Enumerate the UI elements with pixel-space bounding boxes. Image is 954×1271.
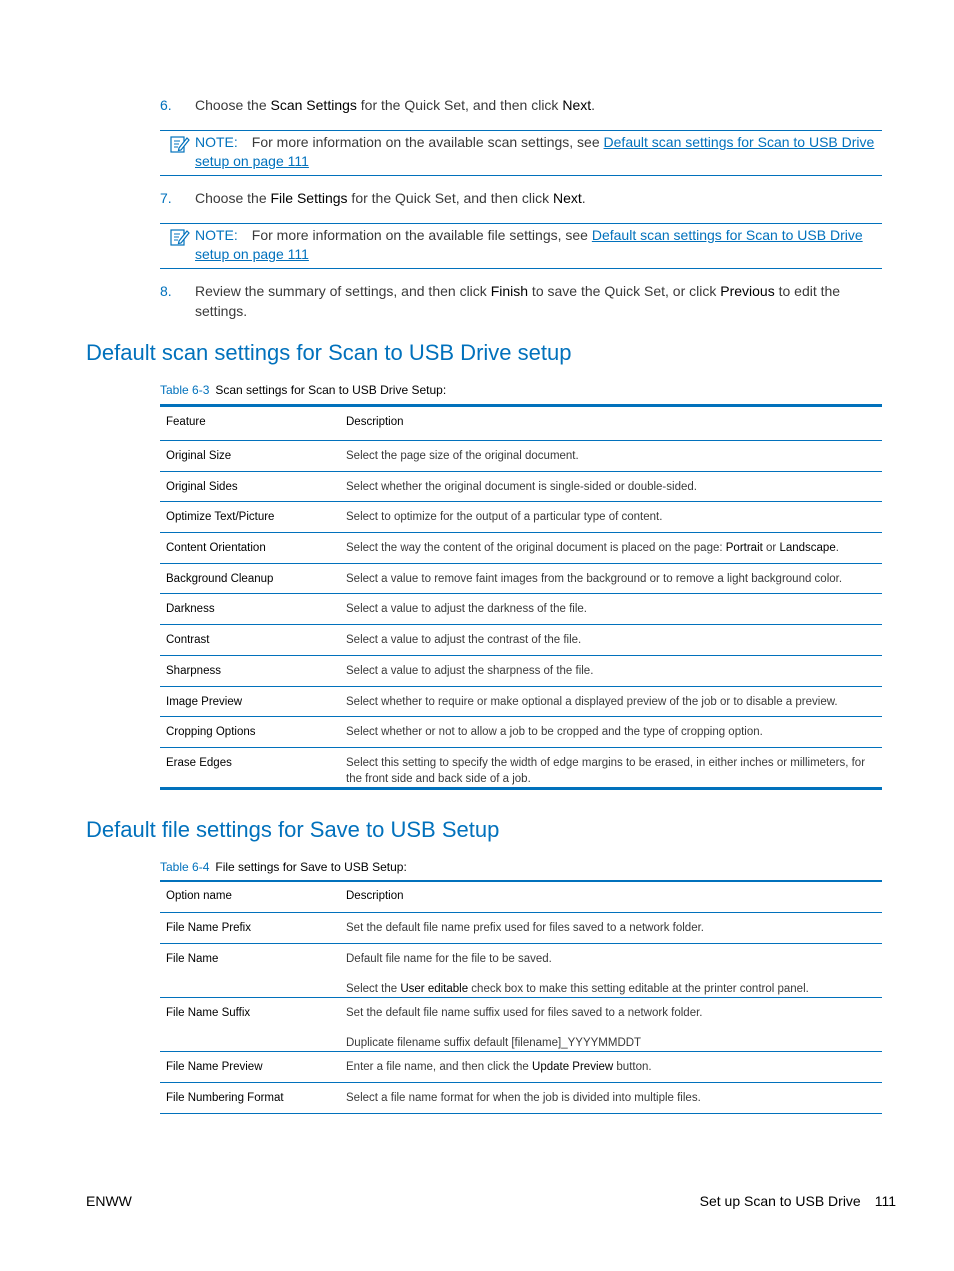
feature-cell: Darkness <box>160 594 340 625</box>
page-number: 111 <box>874 1193 896 1209</box>
description-paragraph <box>346 601 876 617</box>
text-run: Enter a file name, and then click the <box>346 1061 533 1073</box>
feature-cell: Erase Edges <box>166 756 232 769</box>
ui-term: Landscape <box>779 542 836 555</box>
ui-term: Next <box>552 190 582 206</box>
feature-cell: File Name Preview <box>160 1052 340 1083</box>
footer-section-title: Set up Scan to USB Drive <box>699 1193 861 1209</box>
step-number: 6. <box>160 97 172 113</box>
text-run: Select a value to adjust the contrast of the file. <box>346 634 582 647</box>
step-text <box>195 281 882 321</box>
table-row <box>160 655 882 686</box>
step-number: 8. <box>160 283 172 299</box>
description-paragraph <box>346 663 876 679</box>
note-label: NOTE: <box>195 227 238 243</box>
ui-term: Scan Settings <box>270 97 357 113</box>
table-body <box>160 441 882 789</box>
table-row <box>160 625 882 656</box>
column-header: Description <box>340 881 882 913</box>
text-run: Select whether to require or make optional a displayed preview of the job or to disable a preview. <box>346 695 838 708</box>
note-scan-settings <box>160 130 882 176</box>
table-caption <box>160 383 446 397</box>
feature-cell: Sharpness <box>160 655 340 686</box>
feature-cell: Content Orientation <box>160 533 340 564</box>
table-header-row <box>160 406 882 441</box>
feature-cell: Background Cleanup <box>160 563 340 594</box>
ui-term: Previous <box>720 283 775 299</box>
text-run: . <box>591 97 596 113</box>
text-run: Select the <box>346 983 401 995</box>
table-caption <box>160 860 407 874</box>
text-run: for the Quick Set, and then click <box>356 97 563 113</box>
table-row <box>160 441 882 472</box>
text-run: Select this setting to specify the width of edge margins to be erased, in either inches or millimeters, for the front side and back side of a job. <box>346 756 866 785</box>
table-row <box>160 594 882 625</box>
ui-term: Next <box>562 97 592 113</box>
feature-cell: File Name Suffix <box>160 998 340 1052</box>
note-body <box>195 226 882 264</box>
section-heading-scan-settings: Default scan settings for Scan to USB Drive setup <box>86 340 572 365</box>
ui-term: Portrait <box>725 542 763 555</box>
note-text: For more information on the available file settings, see <box>251 227 592 243</box>
text-run: Select a value to adjust the darkness of the file. <box>346 603 588 616</box>
description-paragraph <box>346 1090 876 1106</box>
feature-cell: Optimize Text/Picture <box>160 502 340 533</box>
text-run: Select the page size of the original document. <box>346 450 579 462</box>
description-paragraph <box>346 920 876 936</box>
column-header: Feature <box>160 406 340 441</box>
description-paragraph <box>346 755 876 787</box>
table-row <box>160 717 882 748</box>
text-run: or <box>762 542 780 555</box>
ui-term: Update Preview <box>532 1061 614 1073</box>
table-row <box>160 913 882 944</box>
text-run: Select to optimize for the output of a particular type of content. <box>346 511 663 524</box>
step-text <box>195 95 882 115</box>
text-run: Select a value to remove faint images from the background or to remove a light background color. <box>346 572 843 585</box>
feature-cell: Cropping Options <box>160 717 340 748</box>
ui-term: File Settings <box>270 190 348 206</box>
feature-cell: File Numbering Format <box>160 1083 340 1114</box>
description-cell <box>340 1052 882 1083</box>
table-number: Table 6-3 <box>160 383 210 397</box>
description-cell <box>340 533 882 564</box>
text-run: Review the summary of settings, and then click <box>195 283 491 299</box>
text-run: . <box>835 542 839 555</box>
text-run: check box to make this setting editable at the printer control panel. <box>468 983 809 995</box>
feature-cell: Original Sides <box>160 471 340 502</box>
text-run: Select whether or not to allow a job to be cropped and the type of cropping option. <box>346 726 763 739</box>
description-paragraph <box>346 509 876 525</box>
description-paragraph <box>346 632 876 648</box>
description-cell <box>340 625 882 656</box>
description-cell <box>340 1083 882 1114</box>
description-paragraph <box>346 540 876 556</box>
scan-settings-table <box>160 404 882 790</box>
note-link[interactable]: Default scan settings for Scan to USB Drive setup on page 111 <box>195 227 863 262</box>
text-run: to save the Quick Set, or click <box>528 283 721 299</box>
note-icon <box>170 228 190 246</box>
section-heading-file-settings: Default file settings for Save to USB Setup <box>86 817 500 842</box>
description-cell <box>340 717 882 748</box>
text-run: Set the default file name prefix used for files saved to a network folder. <box>346 922 704 934</box>
feature-cell: Original Size <box>160 441 340 472</box>
description-paragraph <box>346 571 876 587</box>
table-title: Scan settings for Scan to USB Drive Setup: <box>215 383 447 397</box>
note-icon <box>170 135 190 153</box>
table-row <box>160 471 882 502</box>
column-header: Description <box>340 406 882 441</box>
ui-term: Finish <box>490 283 529 299</box>
description-paragraph <box>346 1005 876 1021</box>
description-cell <box>340 502 882 533</box>
feature-cell: File Name <box>160 944 340 998</box>
step-text <box>195 188 882 208</box>
text-run: Select a file name format for when the job is divided into multiple files. <box>346 1092 701 1104</box>
table-number: Table 6-4 <box>160 860 210 874</box>
table-row <box>160 502 882 533</box>
description-paragraph <box>346 981 876 997</box>
text-run: Select a value to adjust the sharpness of the file. <box>346 664 594 677</box>
ui-term: User editable <box>400 983 469 995</box>
description-paragraph <box>346 724 876 740</box>
table-row <box>160 944 882 998</box>
description-cell <box>340 471 882 502</box>
table-row <box>160 563 882 594</box>
description-paragraph <box>346 479 876 495</box>
table-title: File settings for Save to USB Setup: <box>215 860 407 874</box>
feature-cell: File Name Prefix <box>160 913 340 944</box>
text-run: Default file name for the file to be saved. <box>346 953 552 965</box>
footer-left: ENWW <box>86 1193 132 1209</box>
text-run: Select whether the original document is single-sided or double-sided. <box>346 480 697 493</box>
note-file-settings <box>160 223 882 269</box>
table-row <box>160 686 882 717</box>
description-cell <box>340 686 882 717</box>
description-paragraph <box>346 694 876 710</box>
text-run: Choose the <box>195 97 271 113</box>
step-number: 7. <box>160 190 172 206</box>
description-cell <box>340 998 882 1052</box>
table-header-row <box>160 881 882 913</box>
text-run: Set the default file name suffix used for files saved to a network folder. <box>346 1007 703 1019</box>
description-paragraph <box>346 951 876 967</box>
text-run: Select the way the content of the original document is placed on the page: <box>346 542 726 555</box>
note-link[interactable]: Default scan settings for Scan to USB Drive setup on page 111 <box>195 134 875 169</box>
text-run: button. <box>613 1061 652 1073</box>
file-settings-table <box>160 880 882 1114</box>
text-run: Choose the <box>195 190 271 206</box>
column-header: Option name <box>160 881 340 913</box>
description-paragraph <box>346 1035 876 1051</box>
table-row <box>160 747 882 788</box>
text-run: to edit the settings. <box>195 283 841 319</box>
table-body <box>160 913 882 1114</box>
table-row <box>160 533 882 564</box>
description-paragraph <box>346 448 876 464</box>
feature-cell: Image Preview <box>160 686 340 717</box>
description-cell <box>340 594 882 625</box>
description-cell <box>340 944 882 998</box>
description-cell <box>340 913 882 944</box>
text-run: for the Quick Set, and then click <box>347 190 553 206</box>
description-cell <box>340 747 882 788</box>
description-cell <box>340 441 882 472</box>
description-paragraph <box>346 1059 876 1075</box>
text-run: Duplicate filename suffix default [filename]_YYYYMMDDT <box>346 1037 642 1049</box>
table-row <box>160 998 882 1052</box>
footer-right <box>700 1193 896 1209</box>
text-run: . <box>581 190 586 206</box>
note-label: NOTE: <box>195 134 238 150</box>
note-body <box>195 133 882 171</box>
description-cell <box>340 563 882 594</box>
table-row <box>160 1083 882 1114</box>
description-cell <box>340 655 882 686</box>
table-row <box>160 1052 882 1083</box>
feature-cell: Contrast <box>160 625 340 656</box>
note-text: For more information on the available scan settings, see <box>251 134 604 150</box>
